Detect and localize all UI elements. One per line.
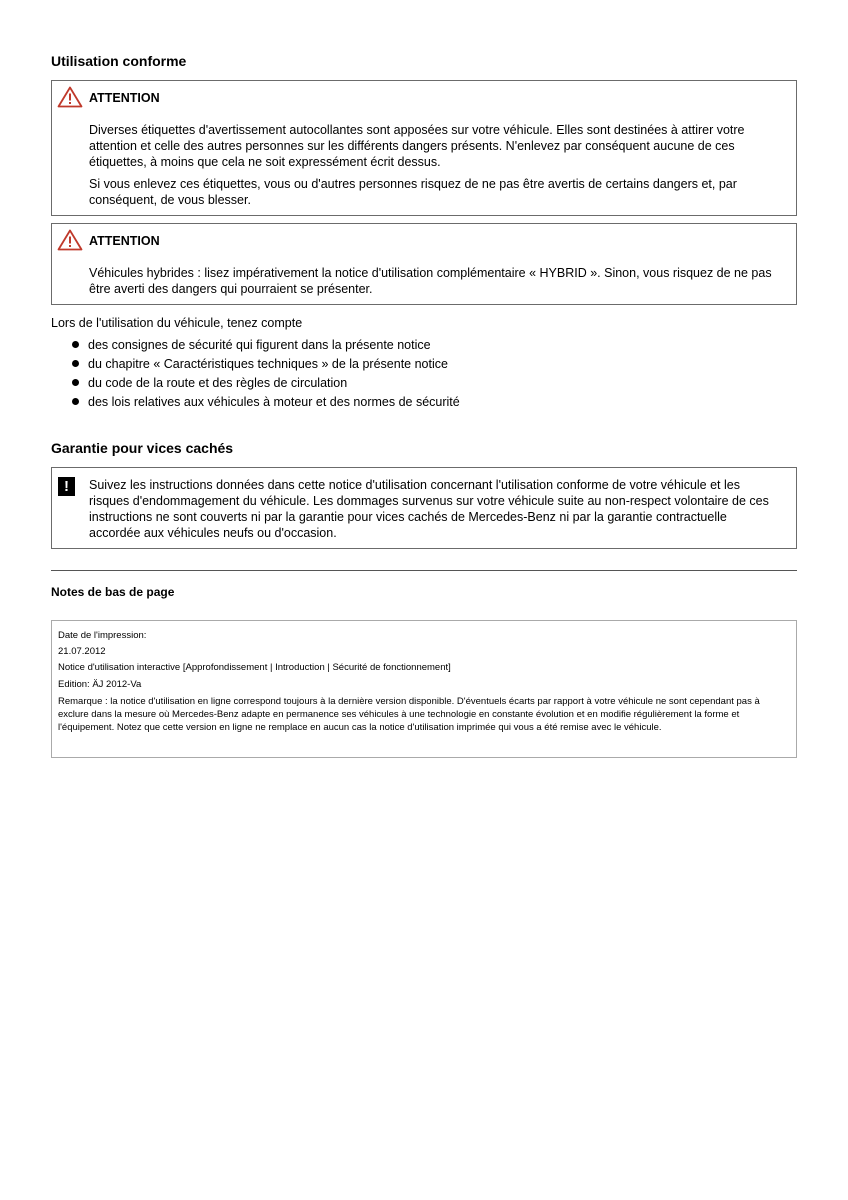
warning-box-2 <box>51 223 797 305</box>
intro-text: Lors de l'utilisation du véhicule, tenez compte <box>51 316 303 330</box>
list-item-text: du code de la route et des règles de circulation <box>88 376 348 390</box>
warning-triangle-icon <box>57 86 83 108</box>
bullet-icon <box>72 398 79 405</box>
bullet-icon <box>72 341 79 348</box>
section-title-utilisation: Utilisation conforme <box>51 53 187 69</box>
list-item <box>51 356 460 375</box>
warning-paragraph: Véhicules hybrides : lisez impérativement la notice d'utilisation complémentaire « HYBRID ». Sinon, vous risquez de ne pas être averti des dangers qui pourraient se présenter. <box>89 266 772 296</box>
section-title-garantie: Garantie pour vices cachés <box>51 440 234 456</box>
bullet-icon <box>72 379 79 386</box>
warning-paragraph: Diverses étiquettes d'avertissement autocollantes sont apposées sur votre véhicule. Elles sont destinées à attirer votre attention et celle des autres personnes sur les différents dangers présents. N'enlevez par conséquent aucune de ces étiquettes, à moins que cela ne soit expressément écrit dessus. <box>89 123 745 169</box>
list-item-text: des lois relatives aux véhicules à moteur et des normes de sécurité <box>88 395 460 409</box>
bullet-icon <box>72 360 79 367</box>
list-item <box>51 394 460 413</box>
footnotes-box <box>51 620 797 758</box>
edition: Edition: ÄJ 2012-Va <box>58 679 142 690</box>
footnotes-title: Notes de bas de page <box>51 585 175 599</box>
notice-path: Notice d'utilisation interactive [Approfondissement | Introduction | Sécurité de fonctionnement] <box>58 662 451 673</box>
list-item-text: des consignes de sécurité qui figurent dans la présente notice <box>88 338 431 352</box>
remark: Remarque : la notice d'utilisation en ligne correspond toujours à la dernière version disponible. D'éventuels écarts par rapport à votre véhicule ne sont cependant pas à exclure dans la mesure où Mercedes-Benz adapte en permanence ses véhicules à une technologie en constante évolution et en modifie régulièrement la forme et l'équipement. Notez que cette version en ligne ne remplace en aucun cas la notice d'utilisation imprimée qui vous a été remise avec le véhicule. <box>58 696 760 733</box>
bullet-list <box>51 337 460 413</box>
warning-box-1 <box>51 80 797 216</box>
warning-triangle-icon <box>57 229 83 251</box>
warning-paragraph: Si vous enlevez ces étiquettes, vous ou d'autres personnes risquez de ne pas être avertis de certains dangers et, par conséquent, de vous blesser. <box>89 177 737 207</box>
exclamation-icon: ! <box>58 477 75 496</box>
warning-title: ATTENTION <box>89 234 160 248</box>
notice-text: Suivez les instructions données dans cette notice d'utilisation concernant l'utilisation conforme de votre véhicule et les risques d'endommagement du véhicule. Les dommages survenus sur votre véhicule suite au non-respect volontaire de ces instructions ne sont couverts ni par la garantie pour vices cachés de Mercedes-Benz ni par la garantie contractuelle accordée aux véhicules neufs ou d'occasion. <box>89 478 769 540</box>
list-item <box>51 337 460 356</box>
warning-title: ATTENTION <box>89 91 160 105</box>
print-date: 21.07.2012 <box>58 646 106 657</box>
divider <box>51 570 797 571</box>
list-item-text: du chapitre « Caractéristiques techniques » de la présente notice <box>88 357 448 371</box>
notice-box <box>51 467 797 549</box>
print-date-label: Date de l'impression: <box>58 630 147 641</box>
list-item <box>51 375 460 394</box>
